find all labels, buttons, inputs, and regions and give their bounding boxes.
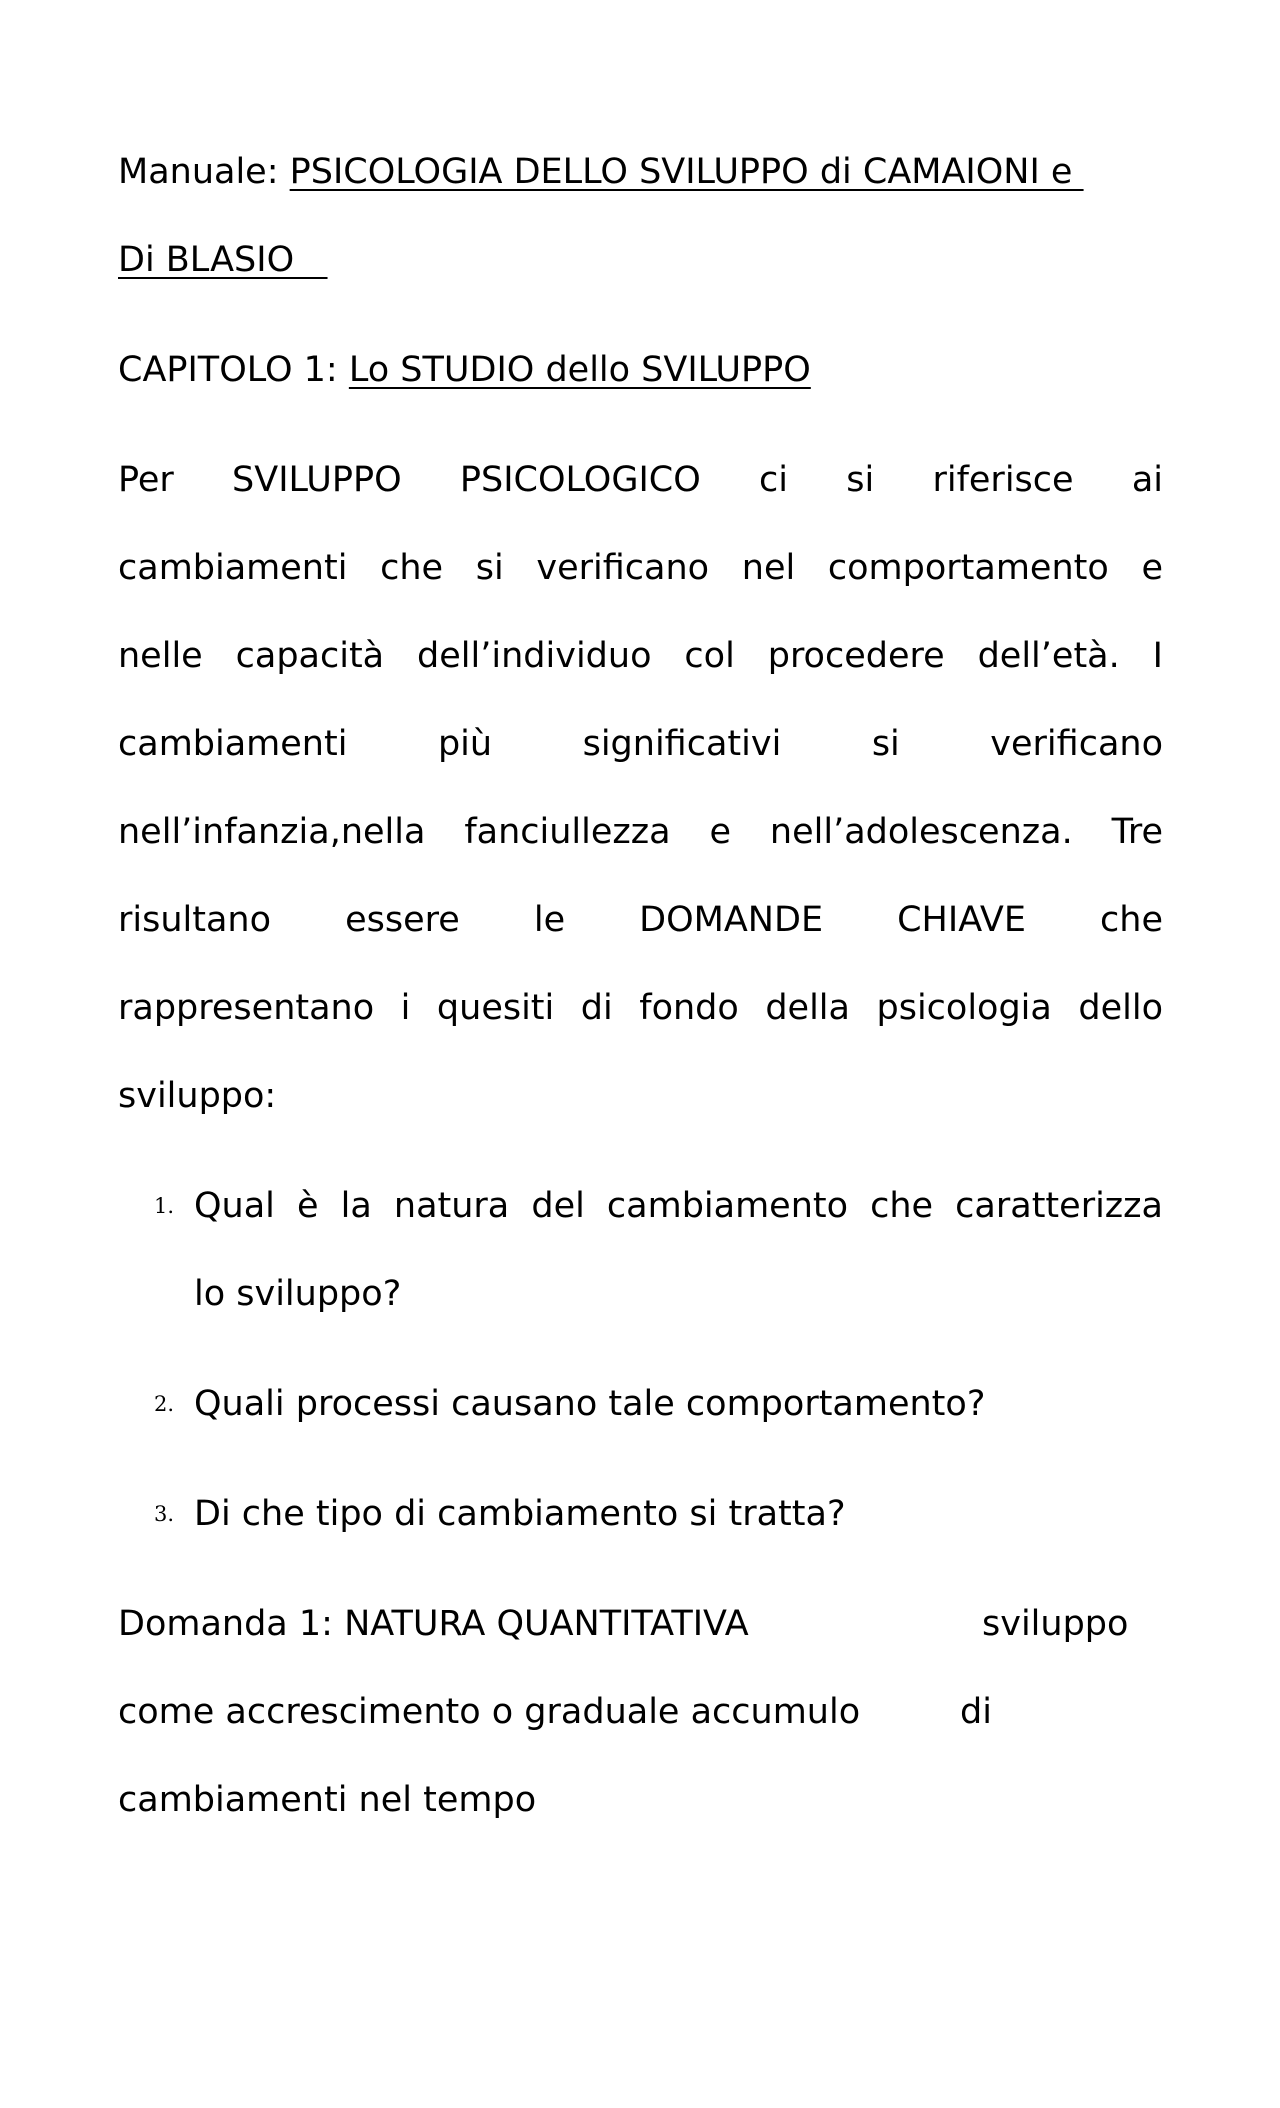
manual-label: Manuale: bbox=[118, 152, 290, 192]
manual-title: PSICOLOGIA DELLO SVILUPPO di CAMAIONI e bbox=[289, 152, 1084, 192]
chapter-title: Lo STUDIO dello SVILUPPO bbox=[348, 350, 811, 390]
domanda-1-text-end: di bbox=[960, 1692, 992, 1732]
intro-line: nelle capacità dell’individuo col procedere dell’età. I bbox=[118, 636, 1163, 676]
intro-line: cambiamenti che si verificano nel comportamento e bbox=[118, 548, 1163, 588]
list-item-number: 1. bbox=[154, 1194, 175, 1218]
list-item-text: Quali processi causano tale comportamento? bbox=[194, 1384, 986, 1424]
domanda-1-word: sviluppo bbox=[982, 1604, 1129, 1644]
intro-line: cambiamenti più significativi si verificano bbox=[118, 724, 1163, 764]
chapter-heading bbox=[118, 350, 811, 390]
domanda-1-text-last: cambiamenti nel tempo bbox=[118, 1780, 537, 1820]
list-item-number: 2. bbox=[154, 1392, 175, 1416]
domanda-1-label: Domanda 1: NATURA QUANTITATIVA bbox=[118, 1604, 749, 1644]
list-item-number: 3. bbox=[154, 1502, 175, 1526]
intro-line: Per SVILUPPO PSICOLOGICO ci si riferisce ai bbox=[118, 460, 1163, 500]
manual-title-continued: Di BLASIO bbox=[118, 240, 328, 280]
intro-line: nell’infanzia,nella fanciullezza e nell’adolescenza. Tre bbox=[118, 812, 1163, 852]
domanda-1-text: come accrescimento o graduale accumulo bbox=[118, 1692, 861, 1732]
chapter-label: CAPITOLO 1: bbox=[118, 350, 349, 390]
intro-line-last: sviluppo: bbox=[118, 1076, 277, 1116]
manual-heading-line-2 bbox=[118, 240, 328, 280]
list-item-text-continued: lo sviluppo? bbox=[194, 1274, 402, 1314]
list-item-text: Qual è la natura del cambiamento che caratterizza bbox=[194, 1186, 1163, 1226]
intro-line: rappresentano i quesiti di fondo della psicologia dello bbox=[118, 988, 1163, 1028]
intro-line: risultano essere le DOMANDE CHIAVE che bbox=[118, 900, 1163, 940]
manual-heading-line-1 bbox=[118, 152, 1084, 192]
list-item-text: Di che tipo di cambiamento si tratta? bbox=[194, 1494, 846, 1534]
